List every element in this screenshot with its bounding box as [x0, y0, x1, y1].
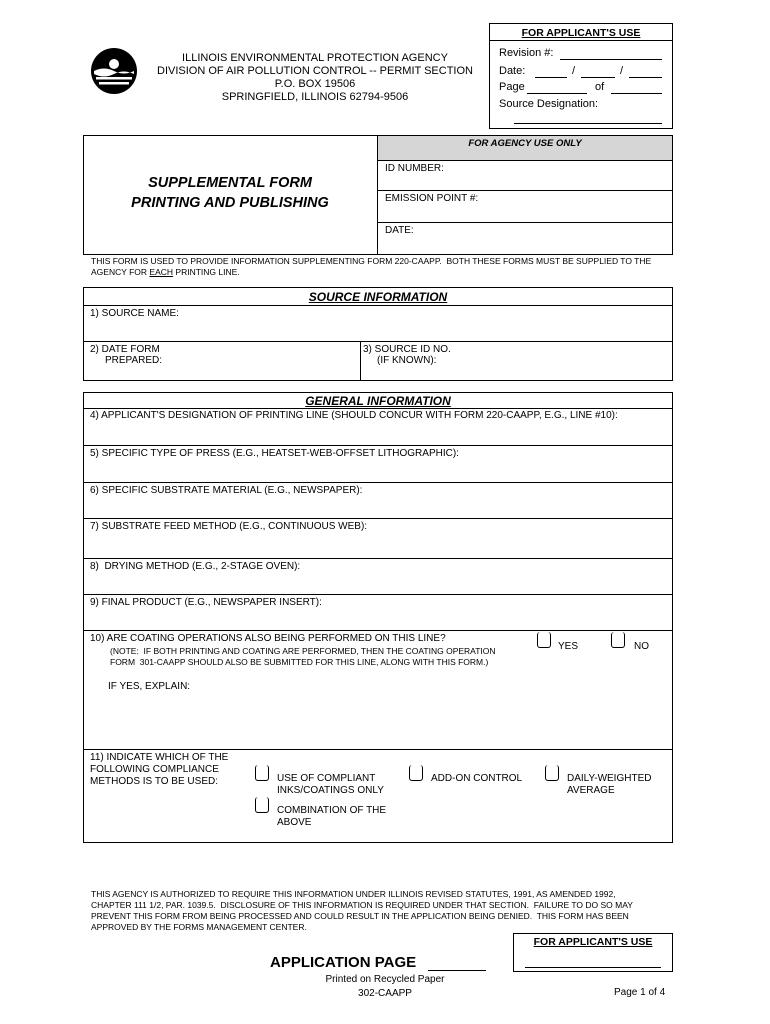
page-of-label: of — [595, 81, 605, 93]
emission-point-label: EMISSION POINT #: — [385, 193, 479, 204]
application-page-field[interactable] — [428, 970, 486, 971]
no-label: NO — [634, 641, 649, 652]
add-on-control-checkbox[interactable] — [409, 765, 423, 781]
daily-weighted-label: DAILY-WEIGHTED — [567, 773, 652, 784]
intro-line1: THIS FORM IS USED TO PROVIDE INFORMATION SUPPLEMENTING FORM 220-CAAPP. BOTH THESE FORMS MUST BE SUPPLIED TO THE — [91, 256, 652, 266]
add-on-control-label: ADD-ON CONTROL — [431, 773, 523, 784]
combination-label: COMBINATION OF THE — [277, 805, 387, 816]
revision-label: Revision #: — [499, 47, 554, 59]
agency-name: ILLINOIS ENVIRONMENTAL PROTECTION AGENCY — [182, 52, 448, 64]
q10-label: 10) ARE COATING OPERATIONS ALSO BEING PERFORMED ON THIS LINE? — [90, 633, 446, 644]
source-designation-field[interactable] — [514, 123, 662, 124]
source-id-label: 3) SOURCE ID NO. — [363, 344, 451, 355]
date-month-field[interactable] — [535, 77, 567, 78]
general-info-title: GENERAL INFORMATION — [305, 394, 451, 408]
source-info-title: SOURCE INFORMATION — [308, 290, 448, 304]
date-prepared-label: 2) DATE FORM — [90, 344, 160, 355]
combination-checkbox[interactable] — [255, 797, 269, 813]
authorization-line2: CHAPTER 111 1/2, PAR. 1039.5. DISCLOSURE OF THIS INFORMATION IS REQUIRED UNDER THAT SECTION. FAILURE TO DO SO MAY — [91, 900, 633, 910]
agency-division: DIVISION OF AIR POLLUTION CONTROL -- PERMIT SECTION — [157, 65, 473, 77]
authorization-line4: APPROVED BY THE FORMS MANAGEMENT CENTER. — [91, 922, 307, 932]
q11-label-line3: METHODS IS TO BE USED: — [90, 776, 218, 787]
page-number-field[interactable] — [527, 93, 587, 94]
compliant-inks-checkbox[interactable] — [255, 765, 269, 781]
authorization-line1: THIS AGENCY IS AUTHORIZED TO REQUIRE THIS INFORMATION UNDER ILLINOIS REVISED STATUTES, 1991, AS AMENDED 1992, — [91, 889, 616, 899]
page-total-field[interactable] — [611, 93, 662, 94]
daily-weighted-checkbox[interactable] — [545, 765, 559, 781]
explain-label: IF YES, EXPLAIN: — [108, 681, 191, 692]
compliant-inks-label: USE OF COMPLIANT — [277, 773, 376, 784]
application-page-label: APPLICATION PAGE — [270, 954, 417, 971]
bottom-applicant-title: FOR APPLICANT'S USE — [533, 936, 653, 948]
form-code: 302-CAAPP — [358, 988, 412, 999]
q9-label: 9) FINAL PRODUCT (E.G., NEWSPAPER INSERT): — [90, 597, 322, 608]
date-year-field[interactable] — [629, 77, 662, 78]
page-label: Page — [499, 81, 525, 93]
agency-header — [140, 52, 490, 104]
date-day-field[interactable] — [581, 77, 615, 78]
agency-use-title: FOR AGENCY USE ONLY — [468, 138, 582, 149]
intro-line2: AGENCY FOR EACH PRINTING LINE. — [91, 267, 240, 277]
bottom-applicant-field[interactable] — [525, 967, 661, 968]
q4-label: 4) APPLICANT'S DESIGNATION OF PRINTING LINE (SHOULD CONCUR WITH FORM 220-CAAPP, E.G., LINE #10): — [90, 410, 618, 421]
source-designation-label: Source Designation: — [499, 98, 599, 110]
page-number: Page 1 of 4 — [614, 987, 666, 998]
agency-po-box: P.O. BOX 19506 — [274, 78, 356, 90]
q11-label-line1: 11) INDICATE WHICH OF THE — [90, 752, 229, 763]
applicant-use-title: FOR APPLICANT'S USE — [521, 27, 641, 39]
q11-label-line2: FOLLOWING COMPLIANCE — [90, 764, 219, 775]
q10-note-line1: (NOTE: IF BOTH PRINTING AND COATING ARE PERFORMED, THEN THE COATING OPERATION — [110, 646, 496, 656]
q6-label: 6) SPECIFIC SUBSTRATE MATERIAL (E.G., NEWSPAPER): — [90, 485, 363, 496]
agency-logo — [90, 47, 138, 95]
yes-label: YES — [558, 641, 579, 652]
no-checkbox[interactable] — [611, 632, 625, 648]
q10-note-line2: FORM 301-CAAPP SHOULD ALSO BE SUBMITTED FOR THIS LINE, ALONG WITH THIS FORM.) — [110, 657, 489, 667]
q5-label: 5) SPECIFIC TYPE OF PRESS (E.G., HEATSET-WEB-OFFSET LITHOGRAPHIC): — [90, 448, 459, 459]
date-label: Date: — [499, 65, 526, 77]
id-number-label: ID NUMBER: — [385, 163, 444, 174]
form-title: SUPPLEMENTAL FORM PRINTING AND PUBLISHING — [131, 175, 329, 211]
authorization-line3: PREVENT THIS FORM FROM BEING PROCESSED AND COULD RESULT IN THE APPLICATION BEING DENIED. THIS FORM HAS BEEN — [91, 911, 629, 921]
agency-city: SPRINGFIELD, ILLINOIS 62794-9506 — [221, 91, 409, 103]
q7-label: 7) SUBSTRATE FEED METHOD (E.G., CONTINUOUS WEB): — [90, 521, 368, 532]
source-name-label: 1) SOURCE NAME: — [90, 308, 179, 319]
agency-date-label: DATE: — [385, 225, 414, 236]
yes-checkbox[interactable] — [537, 632, 551, 648]
q8-label: 8) DRYING METHOD (E.G., 2-STAGE OVEN): — [90, 561, 301, 572]
recycled-paper-note: Printed on Recycled Paper — [325, 974, 445, 985]
revision-field[interactable] — [560, 59, 662, 60]
